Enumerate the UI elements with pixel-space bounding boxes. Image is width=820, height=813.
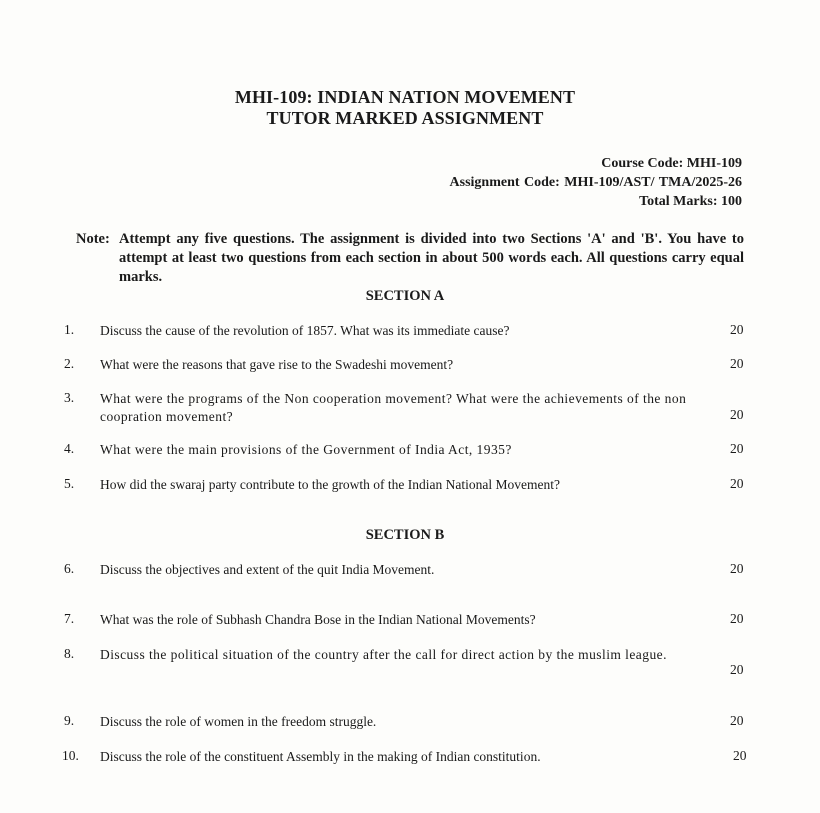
question-number: 3.: [64, 390, 75, 405]
question-number: 7.: [64, 611, 75, 626]
question-text: What were the main provisions of the Government of India Act, 1935?: [100, 442, 512, 457]
note-label: Note:: [76, 231, 110, 247]
question-number: 4.: [64, 441, 75, 456]
question-marks: 20: [730, 356, 744, 371]
question-text: Discuss the role of women in the freedom struggle.: [100, 714, 377, 729]
total-marks: Total Marks: 100: [639, 194, 742, 209]
question-text: What was the role of Subhash Chandra Bose in the Indian National Movements?: [100, 612, 536, 627]
question-marks: 20: [730, 561, 744, 576]
question-marks: 20: [730, 611, 744, 626]
question-marks: 20: [730, 662, 744, 677]
course-code: Course Code: MHI-109: [601, 156, 742, 171]
question-marks: 20: [730, 713, 744, 728]
question-text: What were the reasons that gave rise to the Swadeshi movement?: [100, 357, 454, 372]
question-marks: 20: [730, 476, 744, 491]
question-text: Discuss the objectives and extent of the quit India Movement.: [100, 562, 435, 577]
question-text: What were the programs of the Non cooperation movement? What were the achievements of the non coopration movement?: [100, 391, 687, 424]
question-number: 9.: [64, 713, 75, 728]
question-number: 6.: [64, 561, 75, 576]
question-number: 10.: [62, 748, 79, 763]
document-title: MHI-109: INDIAN NATION MOVEMENT: [234, 87, 576, 107]
question-text: Discuss the role of the constituent Assembly in the making of Indian constitution.: [100, 749, 541, 764]
question-number: 8.: [64, 646, 75, 661]
document-subtitle: TUTOR MARKED ASSIGNMENT: [266, 108, 544, 128]
question-number: 2.: [64, 356, 75, 371]
question-marks: 20: [730, 407, 744, 422]
question-text: How did the swaraj party contribute to the growth of the Indian National Movement?: [100, 477, 561, 492]
question-marks: 20: [733, 748, 747, 763]
question-text: Discuss the political situation of the country after the call for direct action by the muslim league.: [100, 647, 667, 662]
question-marks: 20: [730, 322, 744, 337]
question-text: Discuss the cause of the revolution of 1857. What was its immediate cause?: [100, 323, 510, 338]
question-number: 5.: [64, 476, 75, 491]
note-text: Attempt any five questions. The assignment is divided into two Sections 'A' and 'B'. You have to attempt at least two questions from each section in about 500 words each. All questions carry equal marks.: [119, 231, 744, 285]
section-a-heading: SECTION A: [365, 288, 445, 304]
question-number: 1.: [64, 322, 75, 337]
assignment-code: Assignment Code: MHI-109/AST/ TMA/2025-26: [449, 175, 742, 190]
section-b-heading: SECTION B: [365, 527, 445, 543]
question-marks: 20: [730, 441, 744, 456]
